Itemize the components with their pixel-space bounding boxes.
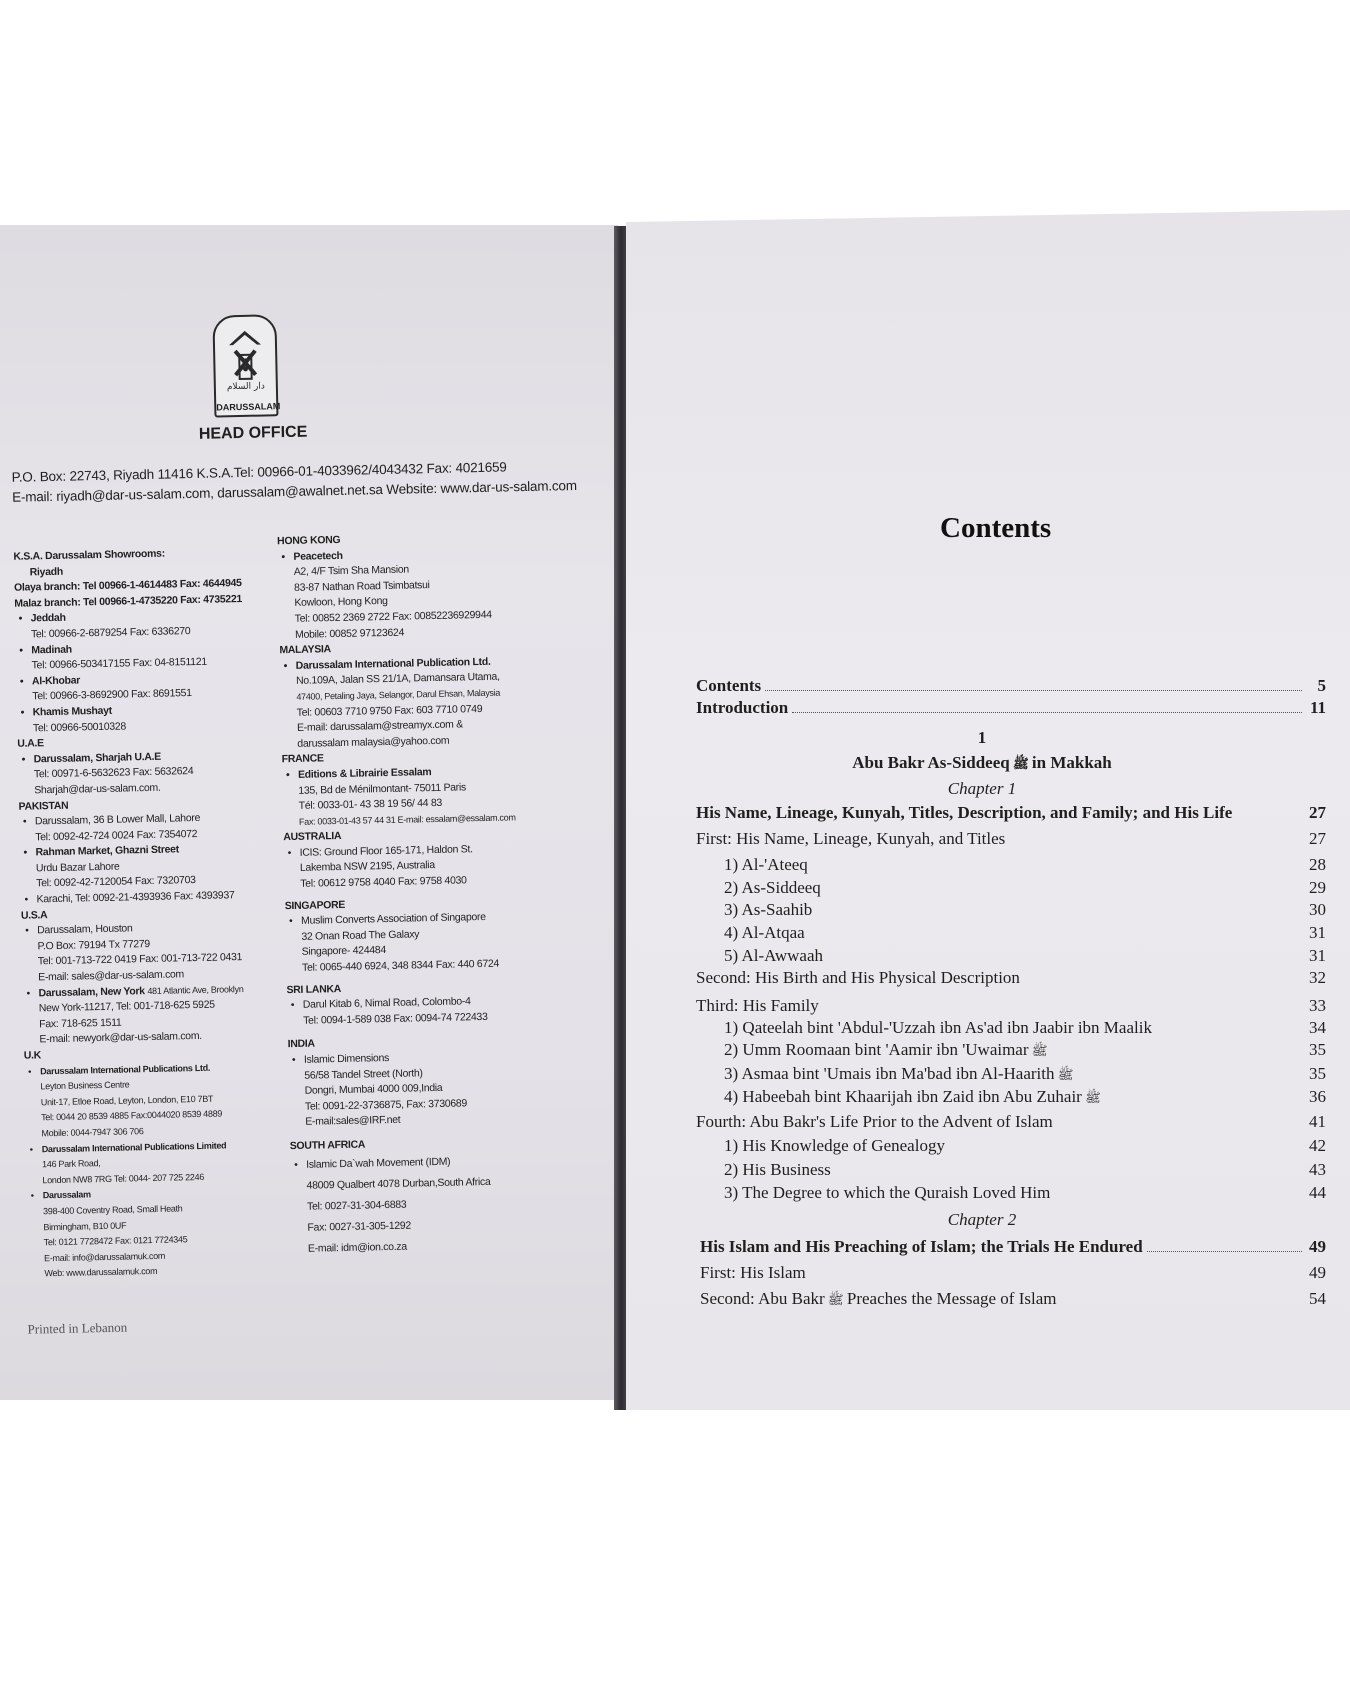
toc-entry-title: Second: Abu Bakr ﷺ Preaches the Message of Islam — [700, 1289, 1057, 1308]
branch-line: Fax: 0027-31-305-1292 — [307, 1219, 412, 1234]
section-heading: INDIA — [287, 1037, 315, 1051]
branch-line: Singapore- 424484 — [301, 944, 387, 959]
branch-line: Mobile: 0044-7947 306 706 — [41, 1126, 144, 1139]
toc-entry — [696, 946, 1326, 968]
toc-page-number: 54 — [1309, 1289, 1326, 1308]
branch-line: 56/58 Tandel Street (North) — [304, 1066, 423, 1082]
toc-entry — [696, 1018, 1326, 1040]
toc-entry-title: 2) As-Siddeeq — [724, 878, 821, 897]
branch-line: P.O Box: 79194 Tx 77279 — [37, 937, 151, 953]
branch-line: Tel: 0065-440 6924, 348 8344 Fax: 440 6724 — [301, 957, 500, 974]
section-heading: MALAYSIA — [279, 643, 331, 657]
toc-entry-title: 3) Asmaa bint 'Umais ibn Ma'bad ibn Al-Haarith ﷺ — [724, 1064, 1074, 1083]
toc-page-number: 5 — [1317, 676, 1326, 695]
branch-line: Mobile: 00852 97123624 — [294, 626, 405, 641]
branch-name: • Al-Khobar — [16, 669, 281, 690]
toc-entry — [696, 1040, 1326, 1062]
branch-line: Lakemba NSW 2195, Australia — [299, 859, 435, 875]
branch-line: Tel: 00966-3-8692900 Fax: 8691551 — [32, 687, 192, 703]
toc-entry — [696, 996, 1326, 1018]
branch-name: • Rahman Market, Ghazni Street — [19, 840, 284, 861]
toc-page-number: 36 — [1309, 1087, 1326, 1106]
branch-line: 398-400 Coventry Road, Small Heath — [42, 1203, 183, 1217]
branch-name: • Darussalam — [27, 1183, 292, 1204]
toc-page-number: 31 — [1309, 923, 1326, 942]
branch-name: • Darussalam International Publications Ltd. — [24, 1059, 289, 1080]
branch-line: Fax: 0033-01-43 57 44 31 E-mail: essalam@essalam.com — [298, 812, 516, 827]
toc-entry — [696, 676, 1326, 698]
toc-entry-title: Fourth: Abu Bakr's Life Prior to the Advent of Islam — [696, 1112, 1053, 1131]
branch-line: Malaz branch: Tel 00966-1-4735220 Fax: 4735221 — [14, 592, 243, 610]
toc-page-number: 28 — [1309, 855, 1326, 874]
toc-entry — [696, 968, 1326, 990]
chapter-label: Chapter 1 — [947, 779, 1017, 798]
section-heading: K.S.A. Darussalam Showrooms: — [13, 547, 165, 563]
branch-line: Leyton Business Centre — [40, 1079, 130, 1092]
toc-page-number: 31 — [1309, 946, 1326, 965]
toc-entry — [696, 855, 1326, 877]
section-heading: AUSTRALIA — [283, 830, 342, 844]
branch-name: • Islamic Da`wah Movement (IDM) — [290, 1148, 590, 1175]
toc-entry-title: 4) Habeebah bint Khaarijah ibn Zaid ibn Abu Zuhair ﷺ — [724, 1087, 1101, 1106]
branch-line: E-mail:sales@IRF.net — [305, 1114, 401, 1129]
branch-line: E-mail: newyork@dar-us-salam.com. — [39, 1030, 202, 1046]
toc-entry-title: 3) As-Saahib — [724, 900, 813, 919]
branch-line: Tel: 00603 7710 9750 Fax: 603 7710 0749 — [296, 702, 483, 719]
branch-name: • Khamis Mushayt — [16, 700, 281, 721]
toc-entry-title: 1) Qateelah bint 'Abdul-'Uzzah ibn As'ad ibn Jaabir ibn Maalik — [724, 1018, 1152, 1037]
branch-line: 135, Bd de Ménilmontant- 75011 Paris — [298, 780, 467, 797]
branch-line: Web: www.darussalamuk.com — [44, 1266, 158, 1279]
toc-entry — [696, 829, 1326, 851]
honorific-mark: ﷺ — [1054, 1067, 1074, 1082]
branch-line: Tel: 0092-42-7120054 Fax: 7320703 — [36, 874, 196, 890]
head-office-heading: HEAD OFFICE — [198, 423, 308, 443]
branch-name: • Editions & Librairie Essalam — [282, 762, 582, 784]
toc-entry-title: Introduction — [696, 698, 789, 717]
toc-page-number: 11 — [1309, 698, 1326, 717]
toc-entry-title: 1) His Knowledge of Genealogy — [724, 1136, 945, 1155]
branch-name: • Darussalam International Publication Ltd. — [280, 653, 580, 675]
branch-line: Unit-17, Etloe Road, Leyton, London, E10 7BT — [40, 1093, 214, 1108]
section-heading: HONG KONG — [276, 533, 341, 548]
branch-line: London NW8 7RG Tel: 0044- 207 725 2246 — [42, 1171, 205, 1186]
toc-entry-title: His Name, Lineage, Kunyah, Titles, Description, and Family; and His Life — [696, 803, 1233, 822]
branch-name: • Madinah — [15, 638, 280, 659]
toc-page-number: 43 — [1309, 1160, 1326, 1179]
branch-name: • Islamic Dimensions — [288, 1047, 588, 1069]
honorific-mark: ﷺ — [1028, 1043, 1048, 1058]
branch-name: • Darul Kitab 6, Nimal Road, Colombo-4 — [287, 992, 587, 1014]
branch-name: Darussalam, New York — [38, 984, 145, 999]
section-heading: SRI LANKA — [286, 982, 342, 996]
leader-dots — [1147, 1251, 1302, 1252]
toc-entry-title: 5) Al-Awwaah — [724, 946, 823, 965]
chapter-number: 1 — [977, 728, 987, 747]
toc-entry — [696, 1160, 1326, 1182]
branch-line: Tel: 00852 2369 2722 Fax: 00852236929944 — [294, 608, 492, 625]
branch-line: 48009 Qualbert 4078 Durban,South Africa — [306, 1175, 491, 1192]
branch-name: Riyadh — [29, 565, 64, 579]
branch-line: darussalam malaysia@yahoo.com — [297, 734, 450, 750]
branch-line: Tel: 0044 20 8539 4885 Fax:0044020 8539 4889 — [41, 1108, 223, 1123]
branch-name: • Darussalam, Houston — [21, 918, 286, 939]
chapter-heading-text: Abu Bakr As-Siddeeq — [852, 753, 1010, 772]
branch-line: Tel: 00612 9758 4040 Fax: 9758 4030 — [300, 874, 467, 890]
branch-line: E-mail: idm@ion.co.za — [307, 1240, 407, 1255]
toc-entry-title: First: His Name, Lineage, Kunyah, and Titles — [696, 829, 1006, 848]
branch-line: Urdu Bazar Lahore — [35, 860, 120, 875]
toc-entry — [696, 1237, 1326, 1259]
chapter-heading-tail: in Makkah — [1031, 753, 1112, 772]
branch-line: Tel: 00966-2-6879254 Fax: 6336270 — [30, 625, 191, 641]
svg-text:دار السلام: دار السلام — [226, 381, 265, 393]
toc-page-number: 34 — [1309, 1018, 1326, 1037]
toc-entry-title: 4) Al-Atqaa — [724, 923, 805, 942]
branch-name: • Darussalam International Publications Limited — [26, 1137, 291, 1158]
branch-line: Tel: 0092-42-724 0024 Fax: 7354072 — [35, 827, 198, 844]
toc-entry-title: 3) The Degree to which the Quraish Loved Him — [724, 1183, 1051, 1202]
toc-entry — [696, 923, 1326, 945]
branch-line: E-mail: info@darussalamuk.com — [43, 1250, 166, 1264]
section-heading: U.K — [23, 1049, 42, 1062]
toc-entry-title: Second: His Birth and His Physical Description — [696, 968, 1020, 987]
toc-page-number: 44 — [1309, 1183, 1326, 1202]
toc-page-number: 35 — [1309, 1040, 1326, 1059]
branch-line: Kowloon, Hong Kong — [294, 595, 388, 610]
toc-page-number: 42 — [1309, 1136, 1326, 1155]
toc-entry-title: 1) Al-'Ateeq — [724, 855, 808, 874]
section-heading: U.A.E — [17, 737, 44, 750]
honorific-mark: ﷺ — [824, 1292, 847, 1307]
toc-page-number: 30 — [1309, 900, 1326, 919]
toc-page-number: 49 — [1309, 1263, 1326, 1282]
branch-name: • Peacetech — [277, 544, 577, 566]
branch-line: E-mail: sales@dar-us-salam.com — [38, 968, 185, 984]
section-heading: FRANCE — [281, 752, 324, 766]
page-title: Contents — [940, 512, 1052, 544]
branch-line: 83-87 Nathan Road Tsimbatsui — [293, 578, 430, 594]
toc-entry — [696, 1136, 1326, 1158]
branch-line: Tel: 001-713-722 0419 Fax: 001-713-722 0431 — [37, 951, 243, 968]
chapter-label: Chapter 2 — [947, 1210, 1017, 1229]
branch-name: • Jeddah — [15, 607, 280, 628]
logo-wordmark: DARUSSALAM — [216, 401, 281, 413]
toc-entry-title: Third: His Family — [696, 996, 819, 1015]
branch-line: Tel: 0027-31-304-6883 — [306, 1198, 407, 1213]
branch-line: Tel: 0121 7728472 Fax: 0121 7724345 — [43, 1234, 188, 1248]
toc-page-number: 35 — [1309, 1064, 1326, 1083]
toc-entry — [696, 1183, 1326, 1205]
branch-line: Olaya branch: Tel 00966-1-4614483 Fax: 4644945 — [13, 577, 242, 594]
branch-line: New York-11217, Tel: 001-718-625 5925 — [38, 998, 215, 1015]
toc-entry — [696, 900, 1326, 922]
toc-page-number: 27 — [1309, 829, 1326, 848]
toc-entry — [696, 1064, 1326, 1086]
toc-entry — [696, 1289, 1326, 1311]
toc-entry — [696, 1112, 1326, 1134]
branch-line: Tel: 00966-50010328 — [32, 719, 127, 734]
branch-line: No.109A, Jalan SS 21/1A, Damansara Utama, — [295, 670, 500, 688]
leader-dots — [765, 690, 1302, 691]
branch-name: • ICIS: Ground Floor 165-171, Haldon St. — [283, 840, 583, 862]
toc-page-number: 49 — [1309, 1237, 1326, 1256]
head-office-contact: E-mail: riyadh@dar-us-salam.com, darussalam@awalnet.net.sa Website: www.dar-us-salam.com — [11, 477, 577, 505]
branch-line: Tel: 00966-503417155 Fax: 04-8151121 — [31, 655, 208, 672]
toc-entry-title: 2) Umm Roomaan bint 'Aamir ibn 'Uwaimar ﷺ — [724, 1040, 1048, 1059]
toc-page-number: 33 — [1309, 996, 1326, 1015]
toc-entry — [696, 1263, 1326, 1285]
toc-entry-title: Contents — [696, 676, 762, 695]
toc-page-number: 29 — [1309, 878, 1326, 897]
branch-name: • Muslim Converts Association of Singapore — [285, 908, 585, 930]
toc-entry-title-tail: Preaches the Message of Islam — [846, 1289, 1057, 1308]
branch-line: Tél: 0033-01- 43 38 19 56/ 44 83 — [298, 796, 443, 812]
toc-entry-title: First: His Islam — [700, 1263, 806, 1282]
toc-entry — [696, 1087, 1326, 1109]
toc-page-number: 32 — [1309, 968, 1326, 987]
toc-entry — [696, 698, 1326, 720]
branch-line: A2, 4/F Tsim Sha Mansion — [293, 563, 410, 579]
branch-line: Birmingham, B10 0UF — [43, 1220, 127, 1232]
branch-line: Tel: 0091-22-3736875, Fax: 3730689 — [304, 1097, 468, 1113]
section-heading: SINGAPORE — [284, 898, 346, 912]
branch-line: Tel: 00971-6-5632623 Fax: 5632624 — [33, 765, 194, 781]
branch-line: Sharjah@dar-us-salam.com. — [34, 781, 161, 797]
chapter-heading — [652, 753, 1312, 775]
section-heading: U.S.A — [20, 908, 48, 922]
branch-name: • Karachi, Tel: 0092-21-4393936 Fax: 4393937 — [20, 887, 285, 908]
branch-line: 481 Atlantic Ave, Brooklyn — [147, 983, 244, 996]
branch-line: Tel: 0094-1-589 038 Fax: 0094-74 722433 — [303, 1010, 488, 1027]
head-office-address: P.O. Box: 22743, Riyadh 11416 K.S.A.Tel: 00966-01-4033962/4043432 Fax: 4021659 — [11, 459, 507, 485]
toc-entry — [696, 878, 1326, 900]
honorific-mark: ﷺ — [1081, 1090, 1101, 1105]
toc-entry — [696, 803, 1326, 825]
section-heading: SOUTH AFRICA — [289, 1138, 366, 1153]
branch-line: 32 Onan Road The Galaxy — [301, 928, 420, 943]
branch-name: • Darussalam, Sharjah U.A.E — [17, 747, 282, 768]
branch-name: • Darussalam, 36 B Lower Mall, Lahore — [19, 809, 284, 830]
toc-entry-title: 2) His Business — [724, 1160, 831, 1179]
honorific-mark: ﷺ — [1009, 756, 1032, 771]
branch-line: 47400, Petaling Jaya, Selangor, Darul Ehsan, Malaysia — [296, 687, 501, 702]
branch-line: Fax: 718-625 1511 — [39, 1016, 122, 1031]
toc-page-number: 27 — [1309, 803, 1326, 822]
branch-line: Dongri, Mumbai 4000 009,India — [304, 1082, 443, 1097]
branch-line: 146 Park Road, — [42, 1158, 101, 1170]
section-heading: PAKISTAN — [18, 799, 69, 813]
leader-dots — [792, 712, 1302, 713]
branch-line: E-mail: darussalam@streamyx.com & — [296, 718, 464, 734]
toc-entry-title: His Islam and His Preaching of Islam; the Trials He Endured — [700, 1237, 1143, 1256]
toc-page-number: 41 — [1309, 1112, 1326, 1131]
printed-in-note: Printed in Lebanon — [27, 1319, 128, 1337]
